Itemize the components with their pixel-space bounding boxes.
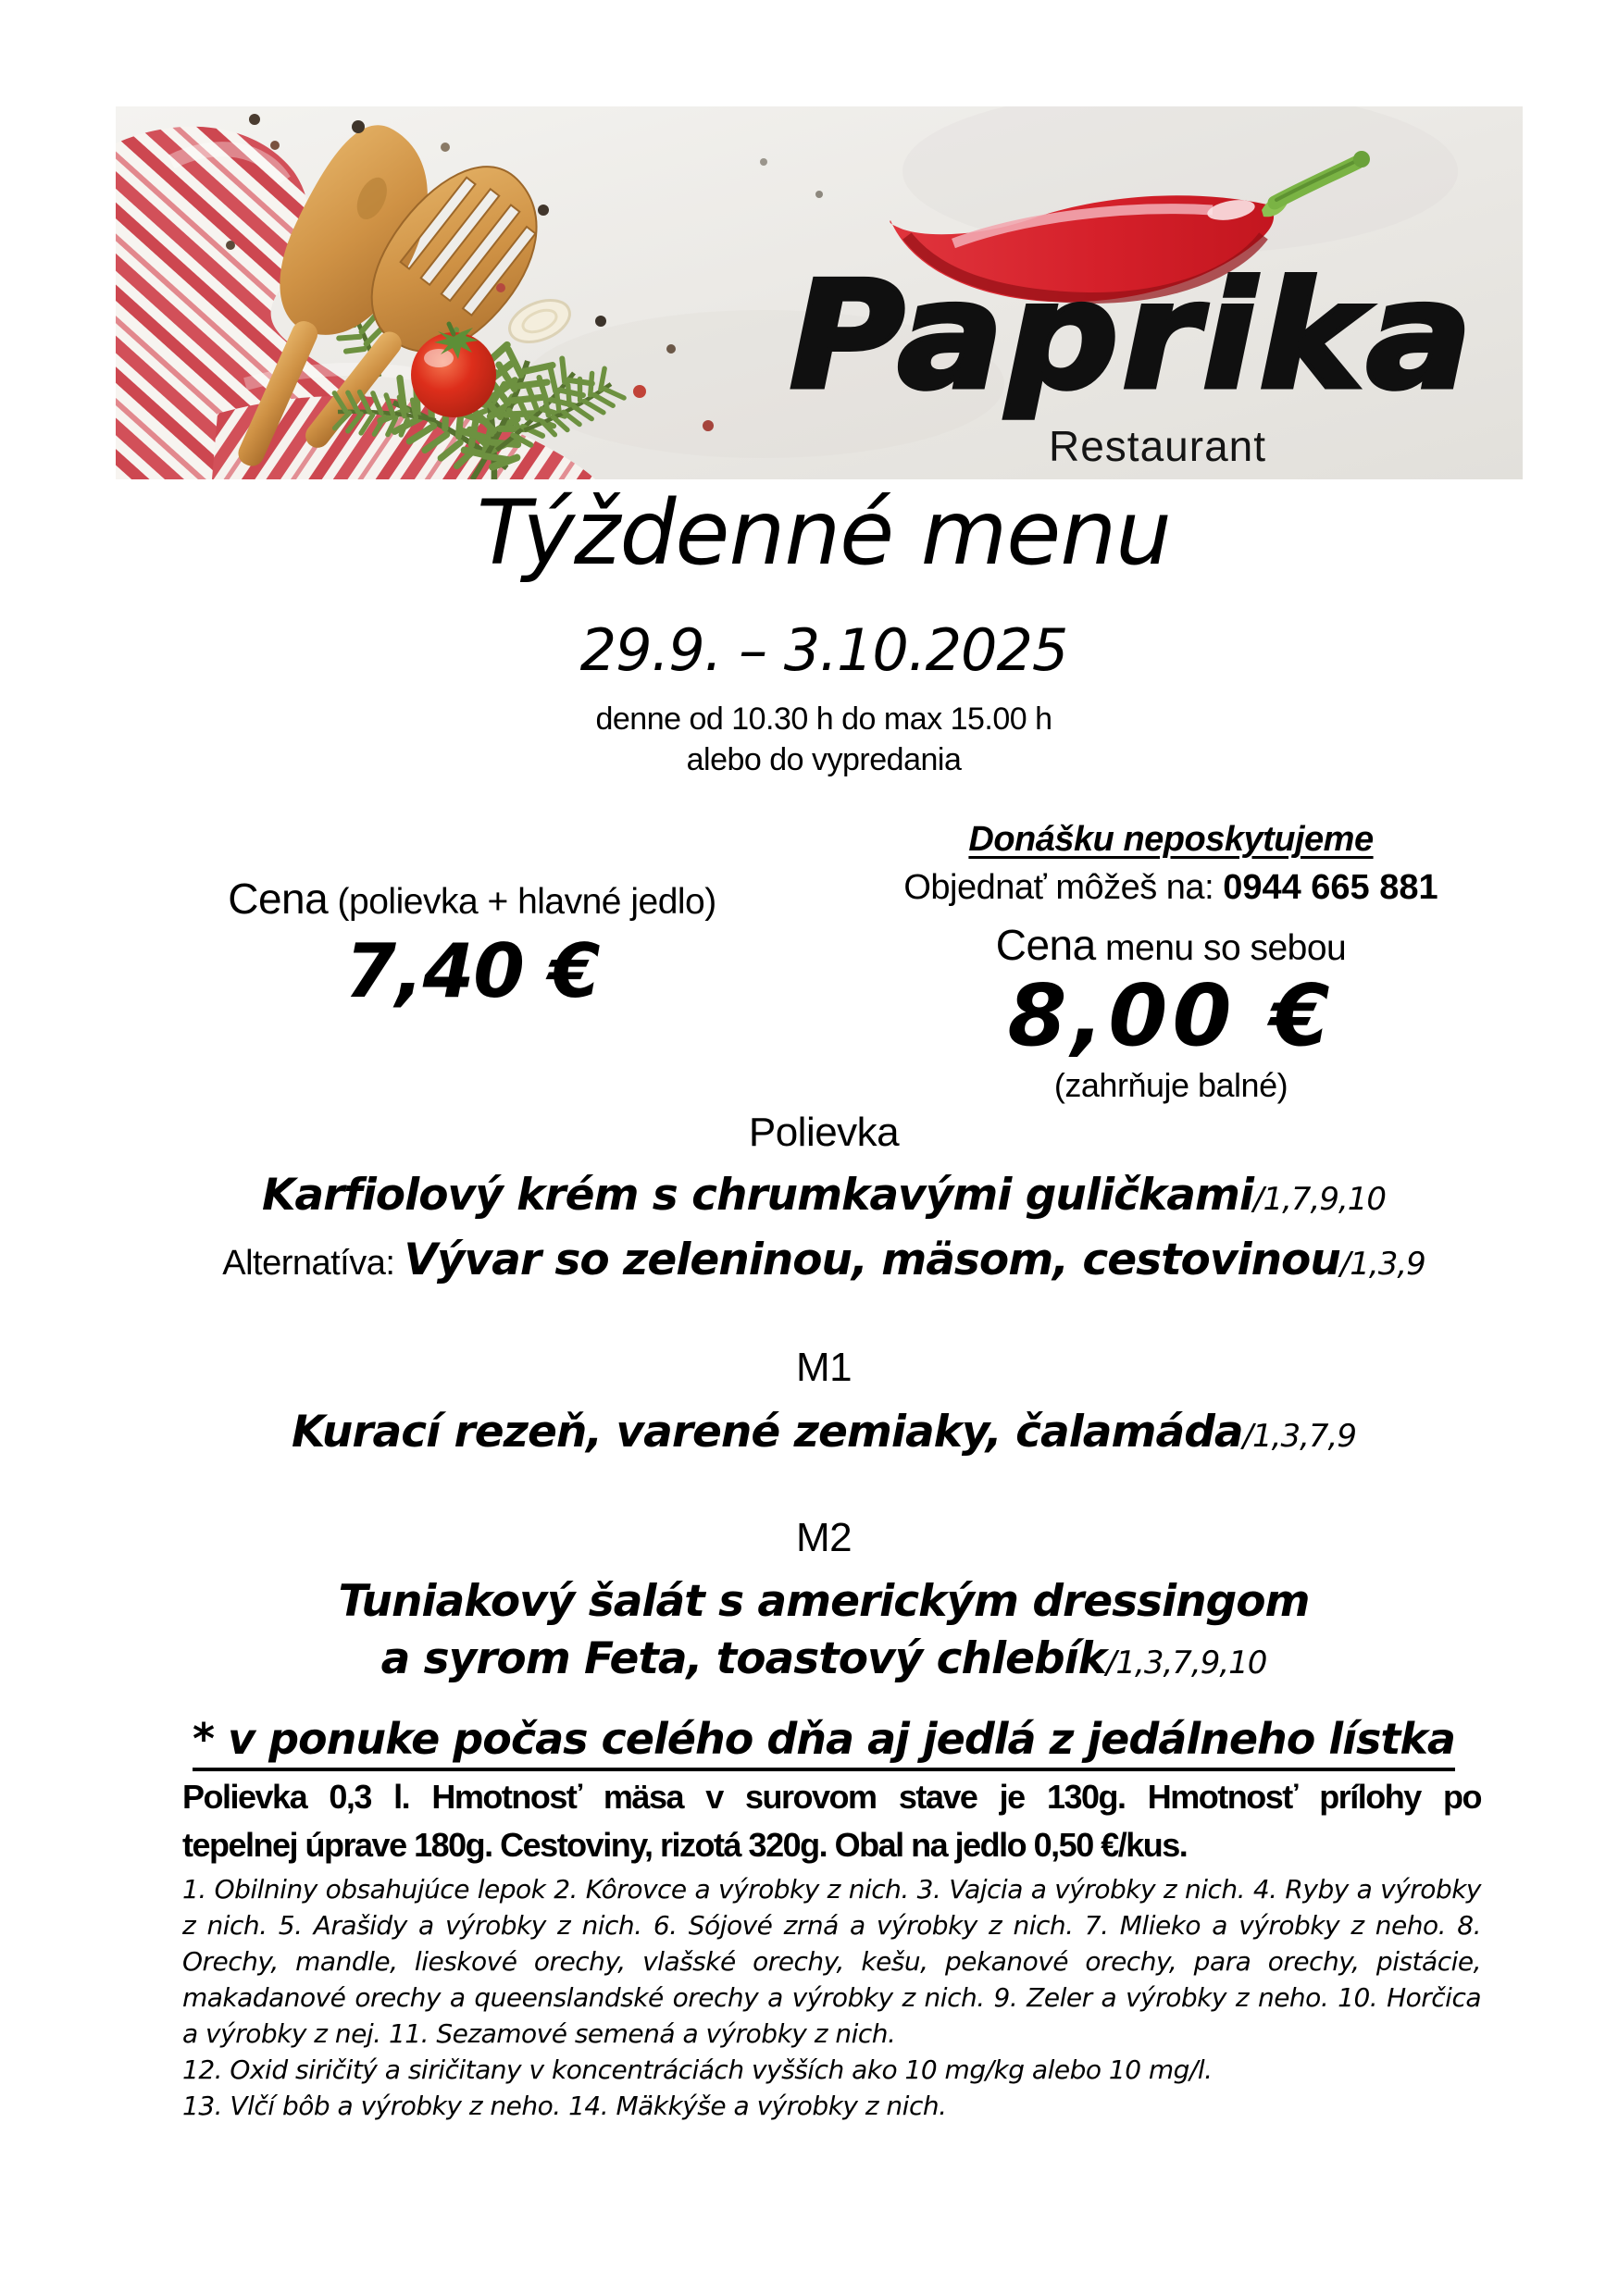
- info-paragraph: [182, 1773, 1481, 1869]
- m2-name-line1: Tuniakový šalát s americkým dressingom: [338, 1576, 1310, 1627]
- takeaway-price: 8,00 €: [1007, 966, 1335, 1065]
- info-line: tepelnej úprave 180g. Cestoviny, rizotá 320g. Obal na jedlo 0,50 €/kus.: [182, 1826, 1188, 1864]
- allergen-line: Orechy, mandle, lieskové orechy, vlašské orechy, kešu, pekanové orechy, para orechy, pistácie,: [182, 1946, 1481, 1977]
- soup-alternative-line: [15, 1233, 1618, 1292]
- allergen-line: z nich. 5. Arašidy a výrobky z nich. 6. Sójové zrná a výrobky z nich. 7. Mlieko a výrobky z neho. 8.: [182, 1910, 1481, 1941]
- allergen-line: 13. Vlčí bôb a výrobky z neho. 14. Mäkkýše a výrobky z nich.: [182, 2091, 947, 2121]
- soup-alternative-label: Alternatíva:: [222, 1244, 404, 1283]
- takeaway-price-block: [847, 820, 1495, 1105]
- brand-logo: Paprika: [790, 249, 1475, 422]
- takeaway-price-label: [847, 920, 1495, 970]
- m1-name-line: [15, 1405, 1618, 1464]
- info-line: Polievka 0,3 l. Hmotnosť mäsa v surovom stave je 130g. Hmotnosť prílohy po: [182, 1778, 1481, 1816]
- takeaway-label-detail: menu so sebou: [1095, 928, 1347, 968]
- soup-alternative-name: Vývar so zeleninou, mäsom, cestovinou: [404, 1235, 1340, 1285]
- allergen-line: 12. Oxid siričitý a siričitany v koncentráciách vyšších ako 10 mg/kg alebo 10 mg/l.: [182, 2054, 1213, 2085]
- m1-name: Kurací rezeň, varené zemiaky, čalamáda: [292, 1407, 1243, 1458]
- m2-name-line2-wrap: [15, 1631, 1618, 1692]
- soup-name: Karfiolový krém s chrumkavými guličkami: [261, 1170, 1253, 1221]
- m2-name-lines: [15, 1573, 1618, 1692]
- m2-section: [15, 1514, 1618, 1692]
- soup-allergens: /1,7,9,10: [1253, 1181, 1387, 1218]
- takeaway-label-word: Cena: [995, 921, 1096, 969]
- dine-in-price: 7,40 €: [344, 928, 600, 1014]
- allergen-line: makadanové orechy a queenslandské orechy a výrobky z nich. 9. Zeler a výrobky z neho. 10. Horčica: [182, 1982, 1481, 2013]
- delivery-note: Donášku neposkytujeme: [968, 820, 1374, 859]
- soup-name-line: [15, 1168, 1618, 1227]
- dine-in-price-label: [116, 874, 828, 924]
- dine-in-price-block: [116, 820, 828, 1014]
- m2-name-line2: a syrom Feta, toastový chlebík: [380, 1633, 1106, 1684]
- date-range: 29.9. – 3.10.2025: [579, 616, 1068, 684]
- m1-allergens: /1,3,7,9: [1242, 1418, 1356, 1455]
- allergen-line: 1. Obilniny obsahujúce lepok 2. Kôrovce a výrobky z nich. 3. Vajcia a výrobky z nich. 4. Ryby a výrobky: [182, 1874, 1481, 1905]
- m1-section: [15, 1344, 1618, 1464]
- brand-subtitle: Restaurant: [1049, 422, 1267, 470]
- phone-number: 0944 665 881: [1223, 868, 1438, 907]
- packaging-note: (zahrňuje balné): [1053, 1066, 1288, 1104]
- page-title: Týždenné menu: [476, 481, 1172, 585]
- soup-alternative-allergens: /1,3,9: [1339, 1246, 1425, 1283]
- order-prefix: Objednať môžeš na:: [903, 868, 1224, 907]
- serving-time: denne od 10.30 h do max 15.00 h: [595, 701, 1052, 737]
- dine-in-label-detail: (polievka + hlavné jedlo): [328, 882, 716, 922]
- soup-section: [15, 1109, 1618, 1292]
- m1-heading: M1: [795, 1345, 853, 1390]
- allergen-legend: [182, 1871, 1481, 2124]
- footnote: * v ponuke počas celého dňa aj jedlá z jedálneho lístka: [15, 1714, 1618, 1764]
- banner: [116, 106, 1523, 479]
- soup-heading: Polievka: [748, 1110, 900, 1155]
- dine-in-label-word: Cena: [228, 875, 329, 923]
- serving-note: alebo do vypredania: [686, 742, 962, 777]
- m2-heading: M2: [795, 1515, 853, 1560]
- order-phone-line: [847, 868, 1495, 908]
- allergen-line: a výrobky z nej. 11. Sezamové semená a výrobky z nich.: [182, 2018, 896, 2049]
- m2-allergens: /1,3,7,9,10: [1105, 1644, 1267, 1682]
